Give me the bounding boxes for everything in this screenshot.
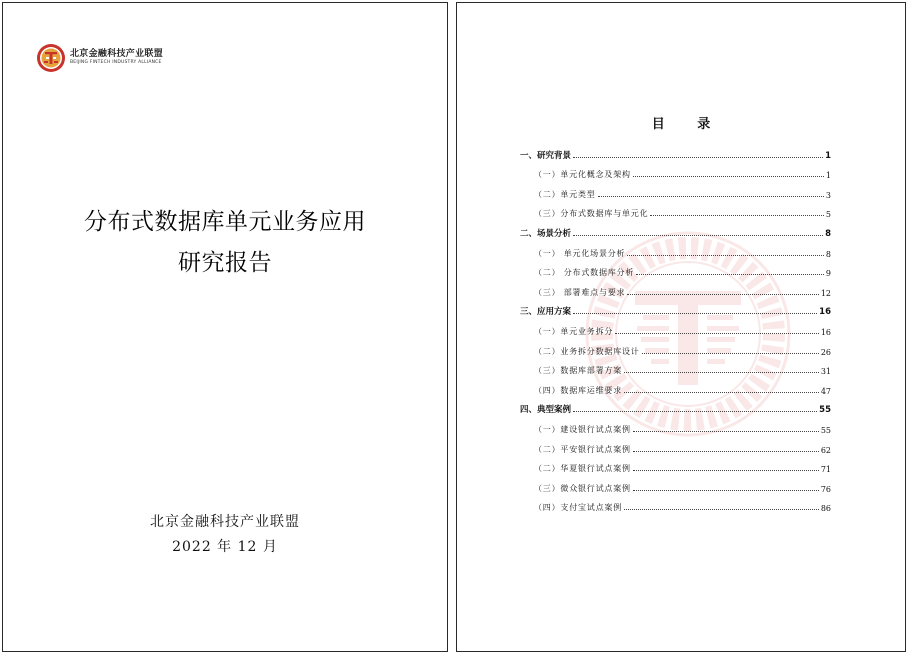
toc-item-label: （一） 单元化场景分析 bbox=[534, 248, 626, 258]
toc-leader-dots bbox=[573, 235, 823, 236]
toc-item-page: 76 bbox=[820, 484, 831, 494]
toc-item-label: （一）建设银行试点案例 bbox=[534, 424, 631, 434]
toc-item[interactable] bbox=[520, 494, 831, 514]
toc-leader-dots bbox=[633, 451, 819, 452]
toc-leader-dots bbox=[633, 176, 824, 177]
toc-section-page: 1 bbox=[825, 150, 831, 161]
toc-item-label: （三）数据库部署方案 bbox=[534, 366, 622, 376]
toc-item-label: （二）单元类型 bbox=[534, 189, 596, 199]
report-title-line1: 分布式数据库单元业务应用 bbox=[84, 209, 366, 235]
toc-section[interactable] bbox=[520, 396, 831, 416]
publisher-name: 北京金融科技产业联盟 bbox=[150, 514, 300, 530]
toc-leader-dots bbox=[615, 333, 819, 334]
toc-section[interactable] bbox=[520, 298, 831, 318]
toc-item-page: 31 bbox=[820, 367, 831, 377]
toc-item[interactable] bbox=[520, 357, 831, 377]
toc-item-page: 55 bbox=[820, 425, 831, 435]
toc-item[interactable] bbox=[520, 259, 831, 279]
toc-item[interactable] bbox=[520, 455, 831, 475]
toc-item[interactable] bbox=[520, 376, 831, 396]
toc-section-page: 16 bbox=[819, 307, 831, 318]
toc-item-page: 8 bbox=[825, 249, 831, 259]
toc-item-page: 62 bbox=[820, 445, 831, 455]
table-of-contents bbox=[520, 141, 831, 513]
toc-item-label: （一）单元化概念及架构 bbox=[534, 170, 631, 180]
toc-page bbox=[456, 2, 906, 652]
toc-item-label: （四）支付宝试点案例 bbox=[534, 503, 622, 513]
toc-item[interactable] bbox=[520, 200, 831, 220]
toc-item-label: （三） 部署难点与要求 bbox=[534, 287, 626, 297]
cover-page bbox=[2, 2, 448, 652]
toc-item-page: 86 bbox=[820, 504, 831, 514]
report-title-line2: 研究报告 bbox=[178, 250, 272, 276]
toc-item[interactable] bbox=[520, 317, 831, 337]
toc-leader-dots bbox=[642, 353, 819, 354]
toc-leader-dots bbox=[598, 196, 824, 197]
toc-leader-dots bbox=[627, 294, 818, 295]
toc-leader-dots bbox=[573, 157, 823, 158]
toc-item-label: （三）分布式数据库与单元化 bbox=[534, 209, 649, 219]
toc-leader-dots bbox=[624, 392, 819, 393]
toc-leader-dots bbox=[633, 490, 819, 491]
toc-item-page: 1 bbox=[825, 171, 831, 181]
toc-item-label: （二）业务拆分数据库设计 bbox=[534, 346, 640, 356]
toc-leader-dots bbox=[633, 470, 819, 471]
toc-item[interactable] bbox=[520, 415, 831, 435]
logo-english-name: BEIJING FINTECH INDUSTRY ALLIANCE bbox=[70, 60, 162, 66]
toc-section[interactable] bbox=[520, 219, 831, 239]
toc-section-label: 二、场景分析 bbox=[520, 228, 572, 239]
toc-leader-dots bbox=[573, 313, 817, 314]
toc-heading: 目 录 bbox=[651, 117, 725, 132]
toc-item[interactable] bbox=[520, 278, 831, 298]
toc-item-page: 3 bbox=[825, 190, 831, 200]
toc-item-page: 5 bbox=[825, 210, 831, 220]
toc-leader-dots bbox=[573, 411, 817, 412]
toc-item-label: （二） 分布式数据库分析 bbox=[534, 268, 635, 278]
toc-item-label: （二）平安银行试点案例 bbox=[534, 444, 631, 454]
toc-item[interactable] bbox=[520, 161, 831, 181]
toc-leader-dots bbox=[627, 255, 824, 256]
toc-item[interactable] bbox=[520, 435, 831, 455]
logo-chinese-name: 北京金融科技产业联盟 bbox=[70, 49, 164, 60]
toc-item-label: （四）数据库运维要求 bbox=[534, 385, 622, 395]
toc-item-page: 26 bbox=[820, 347, 831, 357]
alliance-logo bbox=[36, 43, 163, 73]
toc-item-page: 9 bbox=[825, 269, 831, 279]
publication-date: 2022 年 12 月 bbox=[172, 539, 278, 555]
toc-leader-dots bbox=[636, 274, 824, 275]
toc-item-label: （三）微众银行试点案例 bbox=[534, 483, 631, 493]
toc-item-page: 16 bbox=[820, 327, 831, 337]
toc-leader-dots bbox=[624, 372, 819, 373]
toc-section-label: 一、研究背景 bbox=[520, 150, 572, 161]
toc-item-label: （一）单元业务拆分 bbox=[534, 326, 614, 336]
toc-item-page: 71 bbox=[820, 465, 831, 475]
toc-leader-dots bbox=[650, 215, 824, 216]
alliance-emblem-icon bbox=[36, 43, 66, 73]
toc-item[interactable] bbox=[520, 337, 831, 357]
toc-section-page: 8 bbox=[825, 228, 831, 239]
toc-item-label: （二）华夏银行试点案例 bbox=[534, 464, 631, 474]
toc-section[interactable] bbox=[520, 141, 831, 161]
toc-item[interactable] bbox=[520, 180, 831, 200]
toc-section-label: 四、典型案例 bbox=[520, 405, 572, 416]
toc-item[interactable] bbox=[520, 239, 831, 259]
toc-leader-dots bbox=[633, 431, 819, 432]
toc-section-label: 三、应用方案 bbox=[520, 307, 572, 318]
toc-item-page: 47 bbox=[820, 386, 831, 396]
toc-item[interactable] bbox=[520, 474, 831, 494]
toc-section-page: 55 bbox=[819, 405, 831, 416]
toc-item-page: 12 bbox=[820, 288, 831, 298]
toc-leader-dots bbox=[624, 509, 819, 510]
